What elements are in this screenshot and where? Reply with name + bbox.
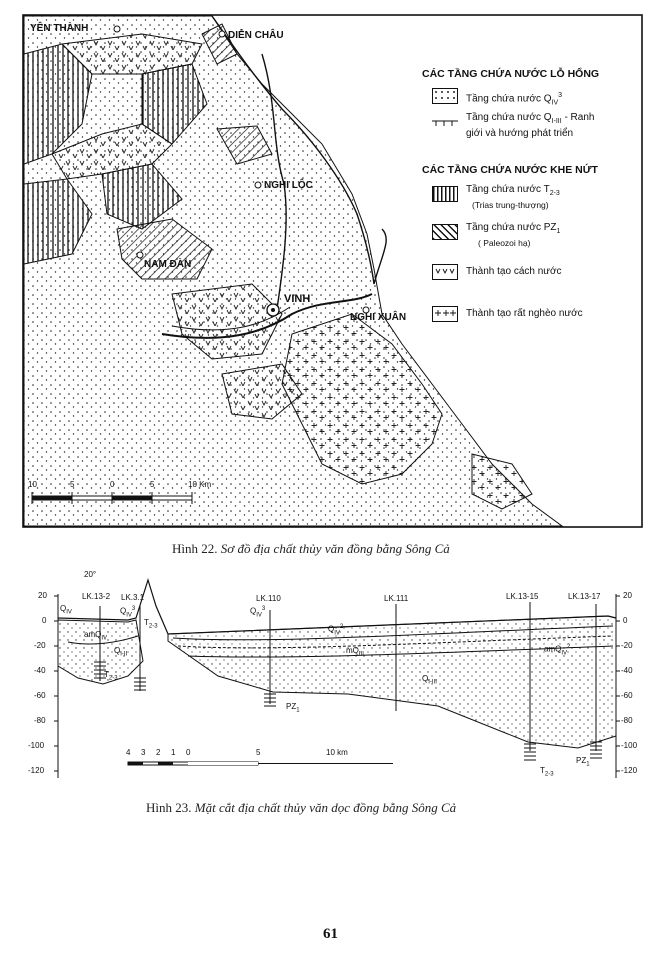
borehole-label: LK.3.1 [121, 593, 145, 602]
left-axis-tick: -60 [34, 691, 46, 700]
left-axis-tick: -100 [28, 741, 45, 750]
right-axis-tick: 20 [623, 591, 632, 600]
place-nghi-xuan: NGHI XUÂN [350, 312, 407, 323]
section-scale-tick: 3 [141, 748, 146, 757]
borehole-label: LK.13-2 [82, 592, 111, 601]
legend-q-iv3: Tầng chứa nước $Q_{IV}^3$ [466, 92, 563, 107]
hydrogeological-map [22, 14, 643, 528]
section-scale-tick: 1 [171, 748, 176, 757]
unit-pz1-right: $PZ_1$ [576, 756, 590, 768]
legend-pz1-note: ( Paleozoi hạ) [478, 238, 531, 248]
right-axis-tick: 0 [623, 616, 628, 625]
right-axis-tick: -60 [621, 691, 633, 700]
page-number: 61 [323, 926, 338, 942]
section-scale-tick: 10 km [326, 748, 348, 757]
place-dien-chau: DIỄN CHÂU [228, 30, 284, 41]
legend-heading-porous: CÁC TẦNG CHỨA NƯỚC LỖ HỔNG [422, 68, 600, 80]
map-scale-tick: 5 [70, 480, 75, 489]
legend-swatch-q-iv3 [432, 88, 458, 104]
unit-am-q-iv-right: amQ$_{IV}^2$ [544, 644, 571, 657]
legend-swatch-q-i-iii [432, 116, 458, 126]
legend-t23: Tầng chứa nước $T_{2-3}$ [466, 184, 560, 197]
legend-swatch-t23 [432, 186, 458, 202]
borehole-label: LK.111 [384, 594, 409, 603]
left-axis-tick: 20 [38, 591, 47, 600]
left-axis-tick: 0 [42, 616, 47, 625]
map-scale-tick: 5 [150, 480, 155, 489]
unit-t23-top: $T_{2-3}$ [144, 618, 158, 630]
figure-23-caption: Hình 23. Mặt cắt địa chất thủy văn dọc đồng bằng Sông Cả [146, 800, 457, 815]
unit-pz1: $PZ_1$ [286, 702, 300, 714]
right-axis-tick: -80 [621, 716, 633, 725]
cross-section [18, 566, 648, 786]
unit-q-iv2: $Q_{IV}^2$ [328, 624, 344, 637]
unit-q-iv3: $Q_{IV}^3$ [120, 606, 136, 619]
left-axis-tick: -20 [34, 641, 46, 650]
section-scale-tick: 2 [156, 748, 161, 757]
left-axis-tick: -40 [34, 666, 46, 675]
place-nghi-loc: NGHI LỘC [264, 180, 313, 191]
right-axis-tick: -120 [621, 766, 638, 775]
unit-q-iv3-center: $Q_{IV}^3$ [250, 606, 266, 619]
borehole-label: LK.13-17 [568, 592, 601, 601]
legend-swatch-pz1 [432, 224, 458, 240]
legend-swatch-aquiclude [432, 264, 458, 280]
unit-q-i-iii: $Q_{I-III}$ [422, 674, 437, 686]
section-scale-tick: 5 [256, 748, 261, 757]
right-axis-tick: -40 [621, 666, 633, 675]
right-axis-tick: -100 [621, 741, 638, 750]
unit-m-q-iii: $mQ_{III}$ [346, 646, 364, 658]
figure-22-caption: Hình 22. Sơ đồ địa chất thủy văn đồng bằng Sông Cả [172, 541, 450, 556]
place-vinh: VINH [284, 293, 311, 305]
map-scale-tick: 0 [110, 480, 115, 489]
map-scale-tick: 10 [28, 480, 37, 489]
legend-swatch-poor [432, 306, 458, 322]
left-axis-tick: -80 [34, 716, 46, 725]
legend-t23-note: (Trias trung-thượng) [472, 200, 549, 210]
section-scale-tick: 0 [186, 748, 191, 757]
unit-q-iv-left: $Q_{IV}$ [60, 604, 72, 616]
unit-t23-bottom: $T_{2-3}$ [540, 766, 554, 778]
unit-am-q-iv-left: amQ$_{IV}$ [84, 630, 108, 642]
legend-aquiclude: Thành tạo cách nước [466, 266, 562, 277]
borehole-label: LK.13-15 [506, 592, 539, 601]
unit-t23-left: $T_{2-3}$ [104, 670, 118, 682]
place-nam-dan: NAM ĐÀN [144, 259, 192, 270]
place-yen-thanh: YÊN THÀNH [30, 23, 89, 34]
legend-poor: Thành tạo rất nghèo nước [466, 308, 583, 319]
legend-heading-fissure: CÁC TẦNG CHỨA NƯỚC KHE NỨT [422, 164, 598, 176]
borehole-label: LK.110 [256, 594, 281, 603]
left-axis-tick: -120 [28, 766, 45, 775]
map-legend [422, 68, 640, 330]
legend-q-i-iii: Tầng chứa nước $Q_{I-III}$ - Ranh giới và hướng phát triển [466, 112, 595, 139]
legend-pz1: Tầng chứa nước $PZ_1$ [466, 222, 561, 235]
section-scale-tick: 4 [126, 748, 131, 757]
map-scale-tick: 10 Km [188, 480, 212, 489]
unit-q-i-ii: $Q_{I-II}$ [114, 646, 128, 658]
map-scale [22, 480, 242, 494]
right-axis-tick: -20 [621, 641, 633, 650]
section-angle: 20° [84, 570, 97, 579]
